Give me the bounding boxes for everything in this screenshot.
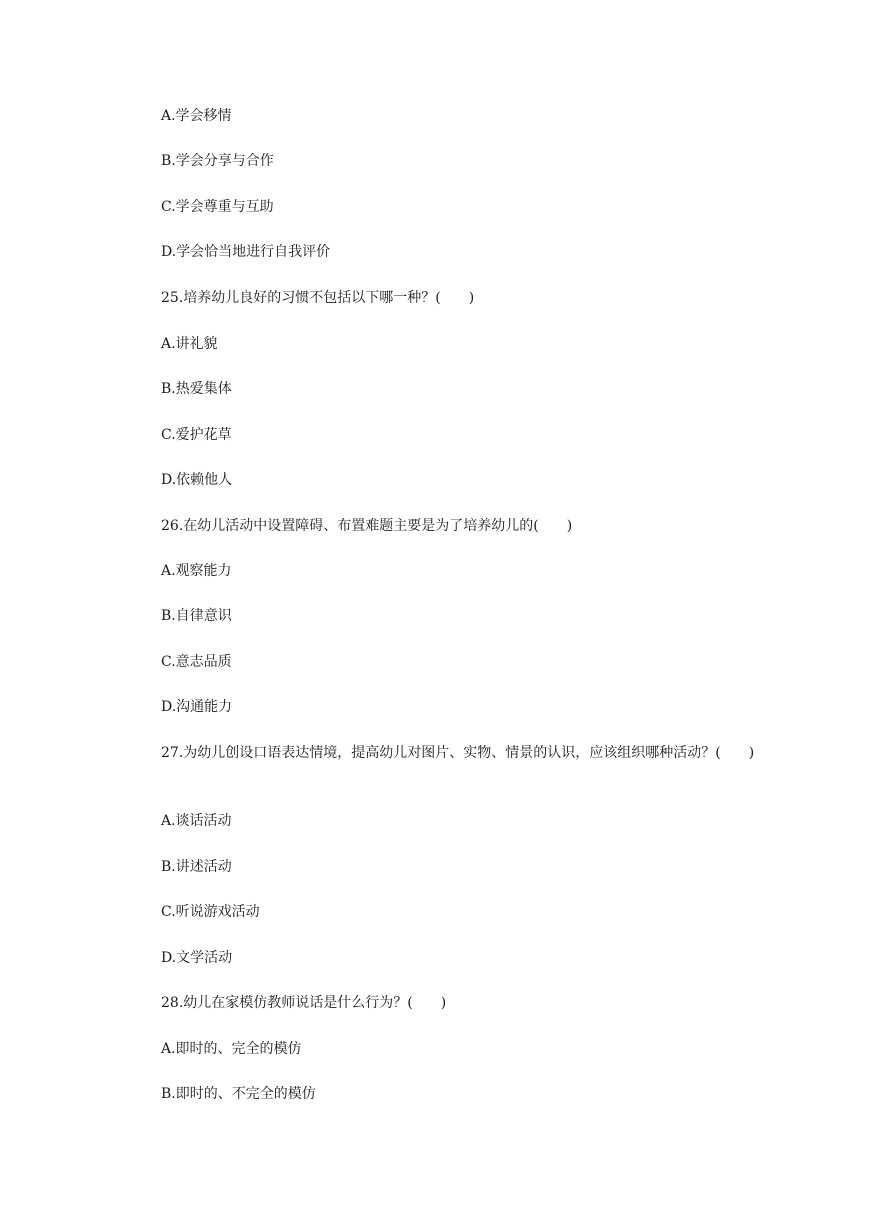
question-28-stem: 28.幼儿在家模仿教师说话是什么行为？( )	[161, 995, 447, 1011]
option-b: B.自律意识	[161, 608, 232, 624]
question-25-stem: 25.培养幼儿良好的习惯不包括以下哪一种？( )	[161, 290, 475, 306]
option-c: C.爱护花草	[161, 427, 232, 443]
question-27-stem: 27.为幼儿创设口语表达情境，提高幼儿对图片、实物、情景的认识，应该组织哪种活动？( )	[161, 745, 755, 761]
option-c: C.学会尊重与互助	[161, 199, 274, 215]
option-a: A.谈话活动	[161, 813, 232, 829]
option-b: B.讲述活动	[161, 859, 232, 875]
option-a: A.讲礼貌	[161, 336, 218, 352]
option-c: C.听说游戏活动	[161, 904, 260, 920]
option-d: D.沟通能力	[161, 699, 233, 715]
option-a: A.即时的、完全的模仿	[161, 1041, 302, 1057]
option-a: A.学会移情	[161, 108, 232, 124]
option-b: B.热爱集体	[161, 381, 232, 397]
option-a: A.观察能力	[161, 563, 232, 579]
option-b: B.学会分享与合作	[161, 153, 274, 169]
option-d: D.依赖他人	[161, 472, 233, 488]
option-d: D.文学活动	[161, 950, 233, 966]
question-26-stem: 26.在幼儿活动中设置障碍、布置难题主要是为了培养幼儿的( )	[161, 518, 573, 534]
option-b: B.即时的、不完全的模仿	[161, 1086, 316, 1102]
option-d: D.学会恰当地进行自我评价	[161, 244, 331, 260]
option-c: C.意志品质	[161, 654, 232, 670]
